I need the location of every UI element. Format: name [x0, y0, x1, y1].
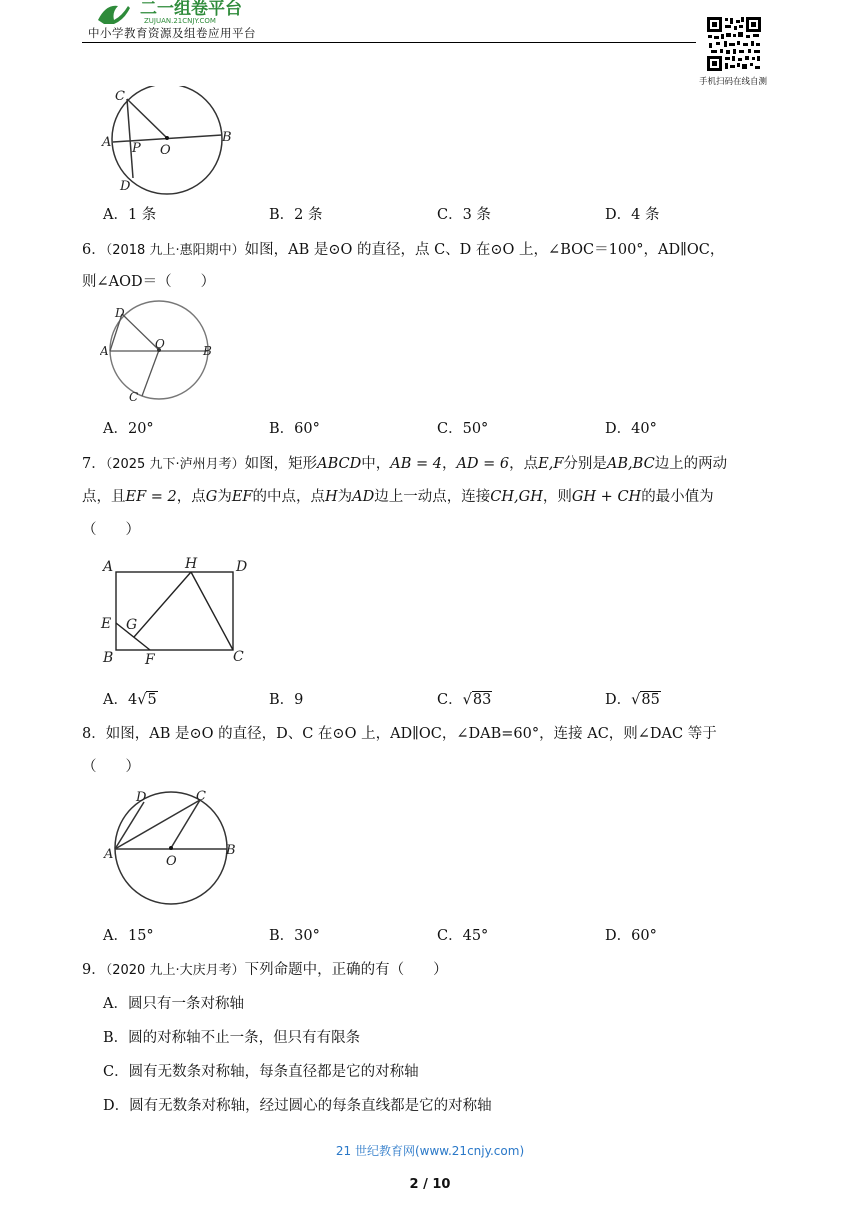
q9-stem: [82, 958, 448, 979]
q5-option-c[interactable]: C．3 条: [437, 207, 491, 223]
q6-stem-line2: 则∠AOD＝（ ）: [82, 274, 216, 290]
q6-source: （2018 九上·惠阳期中）: [105, 243, 245, 258]
q5-option-a[interactable]: A．1 条: [103, 207, 157, 223]
q6-option-b[interactable]: B．60°: [269, 421, 320, 437]
q5-label-a: A: [102, 135, 112, 150]
q7-label-f: F: [145, 652, 155, 668]
q7-label-g: G: [126, 617, 138, 633]
qr-code-icon[interactable]: [706, 16, 762, 72]
q6-stem-line1: [82, 238, 724, 259]
q8-label-c: C: [196, 789, 206, 804]
q8-figure: [100, 786, 250, 912]
q6-label-d: D: [115, 306, 125, 320]
q8-option-a[interactable]: A．15°: [103, 928, 154, 944]
q7-stem-line1: 7．（2025 九下·泸州月考）如图，矩形ABCD中，AB = 4，AD = 6，点E,F分别是AB,BC边上的两动: [82, 456, 728, 472]
q7-source: （2025 九下·泸州月考）: [105, 457, 245, 472]
q7-label-e: E: [101, 616, 112, 632]
q5-label-c: C: [115, 89, 125, 104]
q5-label-d: D: [120, 179, 131, 194]
q7-label-d: D: [236, 559, 248, 575]
qr-caption: 手机扫码在线自测: [699, 77, 768, 87]
q7-number: 7．: [82, 456, 106, 472]
q7-option-d[interactable]: D．√85: [605, 692, 660, 708]
q6-option-a[interactable]: A．20°: [103, 421, 154, 437]
q6-option-c[interactable]: C．50°: [437, 421, 489, 437]
q6-label-b: B: [203, 344, 212, 358]
footer-site-link[interactable]: 21 世纪教育网(www.21cnjy.com): [335, 1144, 525, 1158]
q8-label-a: A: [104, 847, 114, 862]
q5-label-o: O: [160, 143, 171, 158]
q5-option-d[interactable]: D．4 条: [605, 207, 660, 223]
page-number: 2 / 10: [409, 1177, 451, 1192]
q6-option-d[interactable]: D．40°: [605, 421, 657, 437]
header-subtitle: 中小学教育资源及组卷应用平台: [88, 26, 256, 40]
q8-option-c[interactable]: C．45°: [437, 928, 489, 944]
q7-option-a[interactable]: A．4√5: [103, 692, 157, 708]
logo-url: ZUJUAN.21CNJY.COM: [144, 17, 216, 25]
q8-option-b[interactable]: B．30°: [269, 928, 320, 944]
q6-figure: [100, 300, 220, 408]
q7-figure: [98, 553, 258, 672]
runner-logo-icon: [98, 6, 130, 24]
q8-stem-line2: （ ）: [82, 759, 140, 775]
q7-stem-line3: （ ）: [82, 522, 140, 538]
q8-option-d[interactable]: D．60°: [605, 928, 657, 944]
q7-option-b[interactable]: B．9: [269, 692, 304, 708]
q6-label-a: A: [100, 344, 109, 358]
q6-text: 如图，AB 是⊙O 的直径，点 C、D 在⊙O 上，∠BOC＝100°，AD∥OC，: [244, 242, 725, 258]
q6-label-o: O: [155, 337, 165, 351]
q8-label-o: O: [166, 854, 177, 869]
q7-stem-line2: 点，且EF = 2，点G为EF的中点，点H为AD边上一动点，连接CH,GH，则GH + CH的最小值为: [82, 489, 714, 505]
q6-number: 6．: [82, 242, 106, 258]
q9-option-d[interactable]: D．圆有无数条对称轴，经过圆心的每条直线都是它的对称轴: [103, 1098, 492, 1114]
q7-label-h: H: [185, 556, 198, 572]
q5-label-p: P: [132, 141, 141, 156]
q8-label-b: B: [226, 843, 236, 858]
logo-title: 二一组卷平台: [140, 0, 242, 19]
q9-number: 9．: [82, 962, 106, 978]
q9-option-b[interactable]: B．圆的对称轴不止一条，但只有有限条: [103, 1030, 361, 1046]
q7-option-c[interactable]: C．√83: [437, 692, 492, 708]
q9-option-c[interactable]: C．圆有无数条对称轴，每条直径都是它的对称轴: [103, 1064, 419, 1080]
q7-label-b: B: [103, 650, 114, 666]
q9-option-a[interactable]: A．圆只有一条对称轴: [103, 996, 244, 1012]
q5-label-b: B: [222, 130, 232, 145]
header-divider: [82, 42, 696, 43]
q5-figure: [100, 86, 240, 200]
q7-label-a: A: [103, 559, 114, 575]
q5-option-b[interactable]: B．2 条: [269, 207, 323, 223]
q8-label-d: D: [136, 790, 147, 805]
q9-text: 下列命题中，正确的有（ ）: [244, 962, 448, 978]
q6-label-c: C: [129, 390, 139, 404]
q8-stem-line1: 8．如图，AB 是⊙O 的直径，D、C 在⊙O 上，AD∥OC，∠DAB=60°，连接 AC，则∠DAC 等于: [82, 726, 717, 742]
q9-source: （2020 九上·大庆月考）: [105, 963, 245, 978]
q7-label-c: C: [233, 649, 244, 665]
